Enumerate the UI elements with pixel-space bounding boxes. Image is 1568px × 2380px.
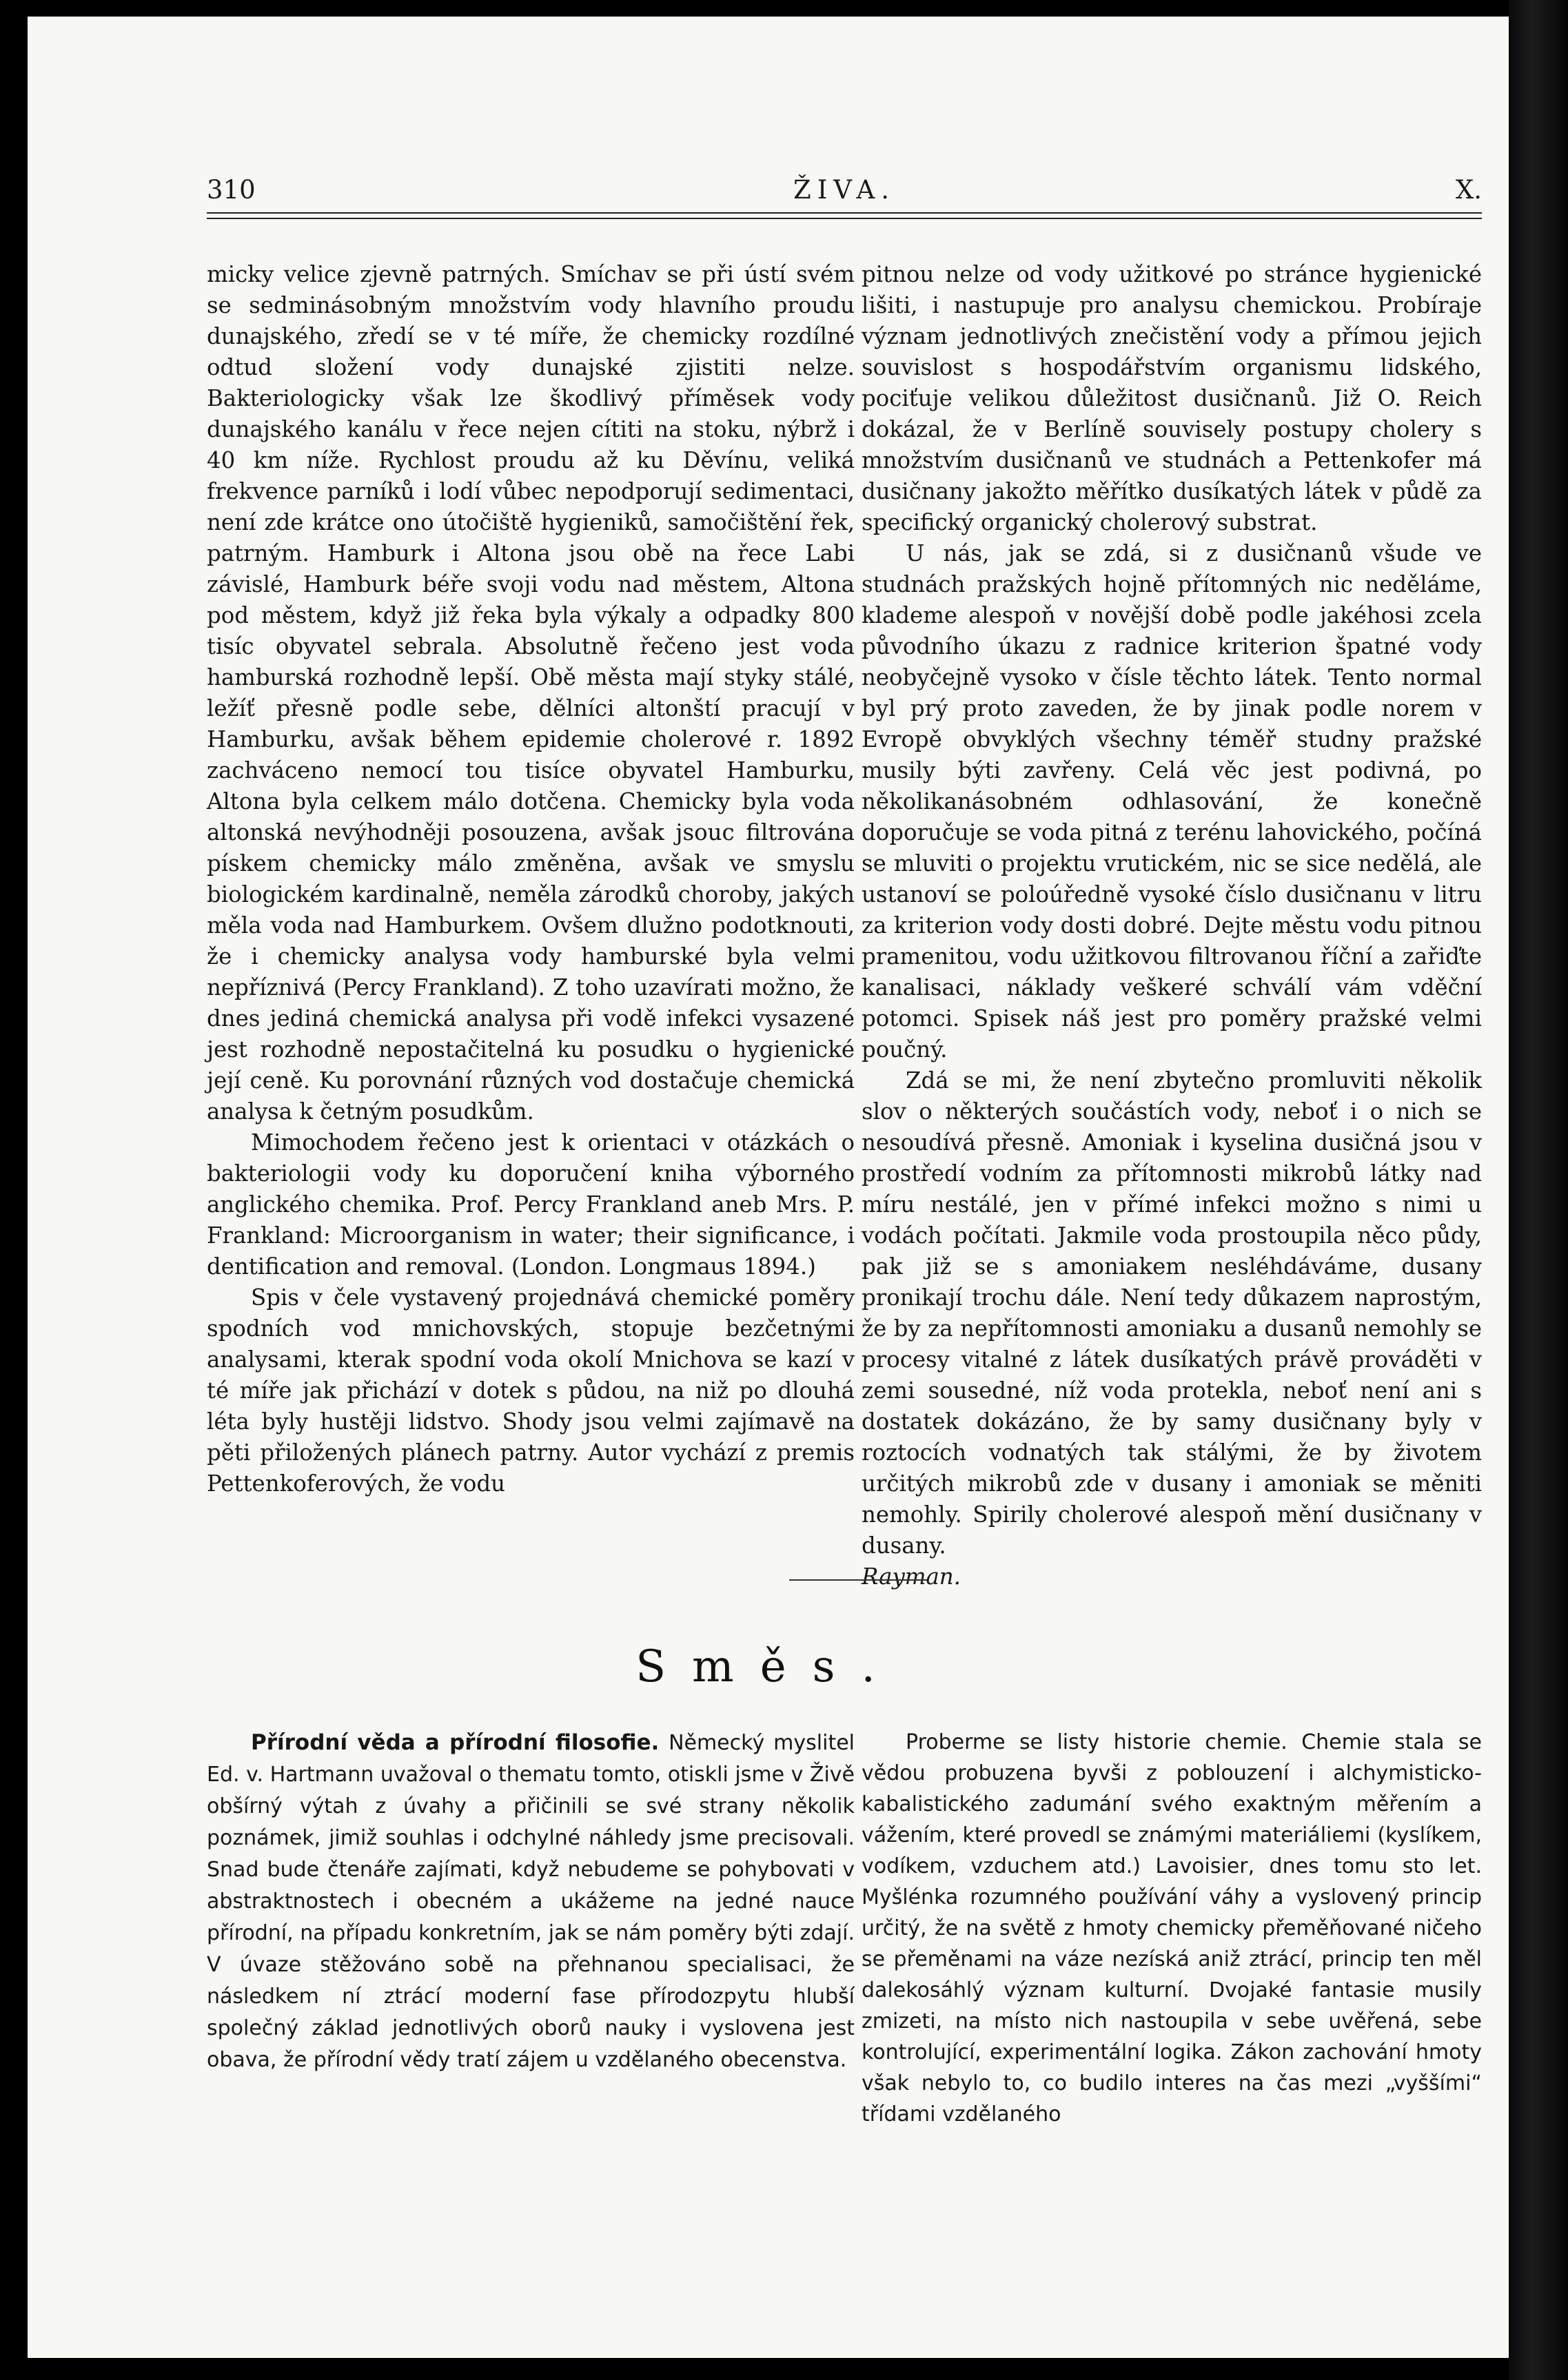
section-divider bbox=[789, 1579, 927, 1581]
paragraph: Mimochodem řečeno jest k orientaci v otázkách o bakteriologii vody ku doporučení kniha výborného anglického chemika. Prof. Percy Frankland aneb Mrs. P. Frankland: Microorganism in water; their significance, i dentification and removal. (London. Longmaus 1894.) bbox=[207, 1129, 855, 1280]
header-rule bbox=[207, 212, 1482, 219]
paragraph: Proberme se listy historie chemie. Chemie stala se vědou probuzena byvši z poblouzení i alchymisticko-kabalistického zadumání svého exaktným měřením a vážením, které provedl se známými materiáliemi (kyslíkem, vodíkem, vzduchem atd.) Lavoisier, dnes tomu sto let. Myšlénka rozumného používání váhy a vyslovený princip určitý, že na světě z hmoty chemicky přeměňované ničeho se přeměnami na váze nezíská aniž ztrácí, princip ten měl dalekosáhlý význam kulturní. Dvojaké fantasie musily zmizeti, na místo nich nastoupila v sebe uvěřená, sebe kontrolující, experimentální logika. Zákon zachování hmoty však nebylo to, co budilo interes na čas mezi „vyššími“ třídami vzdělaného bbox=[862, 1730, 1482, 2126]
paragraph: pitnou nelze od vody užitkové po stránce hygienické lišiti, i nastupuje pro analysu chemickou. Probíraje význam jednotlivých znečistění vody a přímou jejich souvislost s hospodářstvím organismu lidského, pociťuje velikou důležitost dusičnanů. Již O. Reich dokázal, že v Berlíně souvisely postupy cholery s množstvím dusičnanů ve studnách a Pettenkofer má dusičnany jakožto měřítko dusíkatých látek v půdě za specifický organický cholerový substrat. bbox=[862, 261, 1482, 535]
paragraph: Zdá se mi, že není zbytečno promluviti několik slov o některých součástích vody, neboť i o nich se nesoudívá přesně. Amoniak i kyselina dusičná jsou v prostředí vodním za přítomnosti mikrobů látky nad míru nestálé, jen v přímé infekci možno s nimi u vodách počítati. Jakmile voda prostoupila něco půdy, pak již se s amoniakem nesléhdáváme, dusany pronikají trochu dále. Není tedy důkazem naprostým, že by za nepřítomnosti amoniaku a dusanů nemohly se procesy vitalné z látek dusíkatých právě prováděti v zemi sousedné, níž voda protekla, neboť není ani s dostatek dokázáno, že by samy dusičnany byly v roztocích vodnatých tak stálými, že by životem určitých mikrobů zde v dusany i amoniak se měniti nemohly. Spirily cholerové alespoň mění dusičnany v dusany. bbox=[862, 1067, 1482, 1559]
page-number: 310 bbox=[207, 175, 256, 205]
author-signature: Rayman. bbox=[862, 1563, 961, 1590]
journal-title: ŽIVA. bbox=[793, 175, 895, 205]
article-left-column bbox=[207, 259, 855, 1499]
paragraph: Německý myslitel Ed. v. Hartmann uvažoval o thematu tomto, otiskli jsme v Živě obšírný výtah z úvahy a přičinili se své strany několik poznámek, jimiž souhlas i odchylné náhledy jsme precisovali. Snad bude čtenáře zajímati, když nebudeme se pohybovati v abstraktnostech i obecném a ukážeme na jedné nauce přírodní, na případu konkretním, jak se nám poměry býti zdají. V úvaze stěžováno sobě na přehnanou specialisaci, že následkem ní ztrácí moderní fase přírodozpytu hlubší společný základ jednotlivých oborů nauky i vyslovena jest obava, že přírodní vědy tratí zájem u vzdělaného obecenstva. bbox=[207, 1731, 855, 2072]
running-header bbox=[207, 170, 1482, 211]
smes-left-column bbox=[207, 1727, 855, 2075]
section-title: Směs. bbox=[635, 1641, 902, 1692]
paragraph: Spis v čele vystavený projednává chemické poměry spodních vod mnichovských, stopuje bezčetnými analysami, kterak spodní voda okolí Mnichova se kazí v té míře jak přichází v dotek s půdou, na niž po dlouhá léta byly hustěji lidstvo. Shody jsou velmi zajímavě na pěti přiložených plánech patrny. Autor vychází z premis Pettenkoferových, že vodu bbox=[207, 1284, 855, 1497]
smes-right-column bbox=[862, 1727, 1482, 2130]
scan-border bbox=[1509, 0, 1568, 2380]
journal-page bbox=[28, 17, 1509, 2358]
volume-number: X. bbox=[1455, 175, 1482, 205]
subsection-heading: Přírodní věda a přírodní filosofie. bbox=[251, 1730, 660, 1755]
paragraph: micky velice zjevně patrných. Smíchav se při ústí svém se sedminásobným množstvím vody hlavního proudu dunajského, zředí se v té míře, že chemicky rozdílné odtud složení vody dunajské zjistiti nelze. Bakteriologicky však lze škodlivý příměsek vody dunajského kanálu v řece nejen cítiti na stoku, nýbrž i 40 km níže. Rychlost proudu až ku Děvínu, veliká frekvence parníků i lodí vůbec nepodporují sedimentaci, není zde krátce ono útočiště hygieniků, samočištění řek, patrným. Hamburk i Altona jsou obě na řece Labi závislé, Hamburk béře svoji vodu nad městem, Altona pod městem, když již řeka byla výkaly a odpadky 800 tisíc obyvatel sebrala. Absolutně řečeno jest voda hamburská rozhodně lepší. Obě města mají styky stálé, ležíť přesně podle sebe, dělníci altonští pracují v Hamburku, avšak během epidemie cholerové r. 1892 zachváceno nemocí tou tisíce obyvatel Hamburku, Altona byla celkem málo dotčena. Chemicky byla voda altonská nevýhodněji posouzena, avšak jsouc filtrována pískem chemicky málo změněna, avšak ve smyslu biologickém kardinalně, neměla zárodků choroby, jakých měla voda nad Hamburkem. Ovšem dlužno podotknouti, že i chemicky analysa vody hamburské byla velmi nepříznivá (Percy Frankland). Z toho uzavírati možno, že dnes jediná chemická analysa při vodě infekci vysazené jest rozhodně nepostačitelná ku posudku o hygienické její ceně. Ku porovnání různých vod dostačuje chemická analysa k četným posudkům. bbox=[207, 261, 855, 1125]
article-right-column bbox=[862, 259, 1482, 1592]
paragraph: U nás, jak se zdá, si z dusičnanů všude ve studnách pražských hojně přítomných nic neděláme, klademe alespoň v novější době podle jakéhosi zcela původního úkazu z radnice kriterion špatné vody neobyčejně vysoko v čísle těchto látek. Tento normal byl prý proto zaveden, že by jinak podle norem v Evropě obvyklých všechny téměř studny pražské musily býti zavřeny. Celá věc jest podivná, po několikanásobném odhlasování, že konečně doporučuje se voda pitná z terénu lahovického, počíná se mluviti o projektu vrutickém, nic se sice nedělá, ale ustanoví se poloúředně vysoké číslo dusičnanu v litru za kriterion vody dosti dobré. Dejte městu vodu pitnou pramenitou, vodu užitkovou filtrovanou říční a zařiďte kanalisaci, náklady veškeré schválí vám vděční potomci. Spisek náš jest pro poměry pražské velmi poučný. bbox=[862, 540, 1482, 1063]
